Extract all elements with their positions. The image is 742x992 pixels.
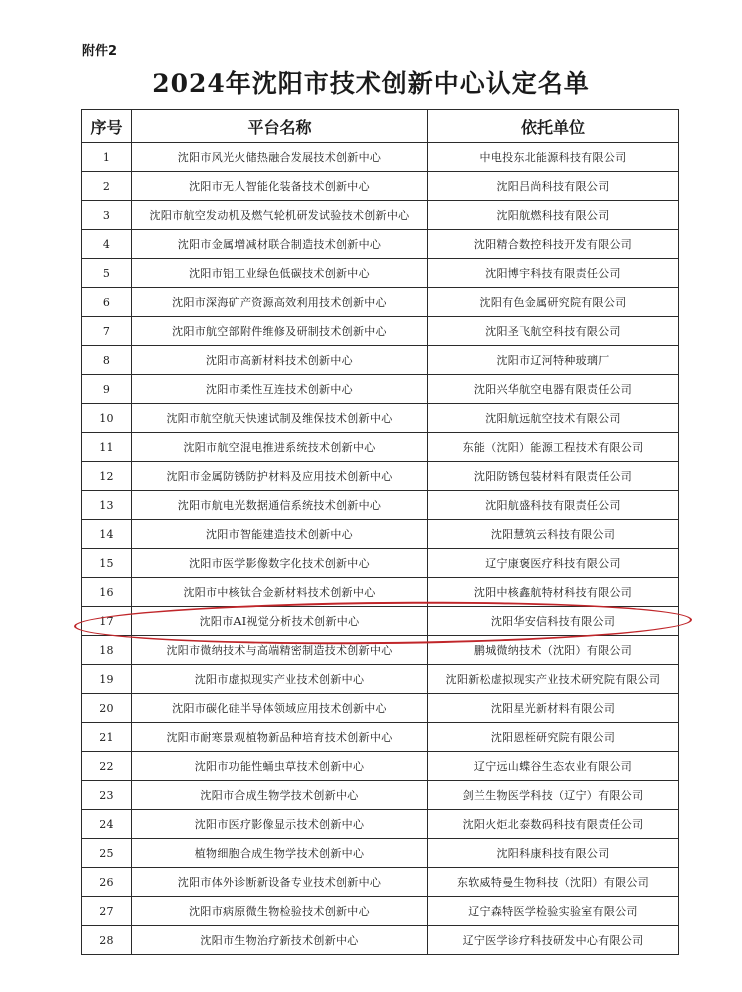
table-row (82, 752, 679, 781)
cell-host-unit: 东能（沈阳）能源工程技术有限公司 (428, 433, 679, 462)
cell-serial-number: 20 (82, 694, 132, 723)
cell-serial-number: 10 (82, 404, 132, 433)
cell-host-unit: 沈阳航盛科技有限责任公司 (428, 491, 679, 520)
cell-host-unit: 沈阳中核鑫航特材科技有限公司 (428, 578, 679, 607)
cell-host-unit: 东软威特曼生物科技（沈阳）有限公司 (428, 868, 679, 897)
cell-serial-number: 24 (82, 810, 132, 839)
table-row (82, 926, 679, 955)
cell-serial-number: 19 (82, 665, 132, 694)
cell-serial-number: 4 (82, 230, 132, 259)
cell-platform-name: 沈阳市金属增减材联合制造技术创新中心 (132, 230, 428, 259)
table-row (82, 172, 679, 201)
table-row (82, 404, 679, 433)
cell-serial-number: 28 (82, 926, 132, 955)
table-row (82, 607, 679, 636)
table-row (82, 520, 679, 549)
cell-host-unit: 辽宁森特医学检验实验室有限公司 (428, 897, 679, 926)
cell-host-unit: 沈阳慧筑云科技有限公司 (428, 520, 679, 549)
table-row (82, 578, 679, 607)
table-header-row (82, 110, 679, 143)
table-row (82, 491, 679, 520)
cell-platform-name: 沈阳市铝工业绿色低碳技术创新中心 (132, 259, 428, 288)
cell-platform-name: 植物细胞合成生物学技术创新中心 (132, 839, 428, 868)
cell-host-unit: 沈阳精合数控科技开发有限公司 (428, 230, 679, 259)
cell-platform-name: 沈阳市智能建造技术创新中心 (132, 520, 428, 549)
cell-platform-name: 沈阳市合成生物学技术创新中心 (132, 781, 428, 810)
table-body (82, 143, 679, 955)
cell-platform-name: 沈阳市航空混电推进系统技术创新中心 (132, 433, 428, 462)
cell-serial-number: 9 (82, 375, 132, 404)
cell-serial-number: 23 (82, 781, 132, 810)
cell-serial-number: 13 (82, 491, 132, 520)
cell-platform-name: 沈阳市医学影像数字化技术创新中心 (132, 549, 428, 578)
cell-serial-number: 2 (82, 172, 132, 201)
header-serial-number: 序号 (82, 110, 132, 143)
cell-host-unit: 剑兰生物医学科技（辽宁）有限公司 (428, 781, 679, 810)
document-title: 2024年沈阳市技术创新中心认定名单 (152, 69, 590, 98)
table-row (82, 636, 679, 665)
cell-host-unit: 沈阳科康科技有限公司 (428, 839, 679, 868)
cell-platform-name: 沈阳市功能性蛹虫草技术创新中心 (132, 752, 428, 781)
table-row (82, 839, 679, 868)
cell-host-unit: 沈阳航远航空技术有限公司 (428, 404, 679, 433)
cell-platform-name: 沈阳市航空航天快速试制及维保技术创新中心 (132, 404, 428, 433)
table-row (82, 230, 679, 259)
cell-serial-number: 8 (82, 346, 132, 375)
table-row (82, 810, 679, 839)
cell-serial-number: 27 (82, 897, 132, 926)
table-row (82, 694, 679, 723)
cell-serial-number: 21 (82, 723, 132, 752)
table-row (82, 868, 679, 897)
cell-platform-name: 沈阳市航空部附件维修及研制技术创新中心 (132, 317, 428, 346)
cell-serial-number: 1 (82, 143, 132, 172)
cell-platform-name: 沈阳市医疗影像显示技术创新中心 (132, 810, 428, 839)
cell-platform-name: 沈阳市航电光数据通信系统技术创新中心 (132, 491, 428, 520)
table-row (82, 317, 679, 346)
table-row (82, 549, 679, 578)
cell-platform-name: 沈阳市耐寒景观植物新品种培育技术创新中心 (132, 723, 428, 752)
cell-platform-name: 沈阳市体外诊断新设备专业技术创新中心 (132, 868, 428, 897)
header-host-unit: 依托单位 (428, 110, 679, 143)
table-row (82, 375, 679, 404)
cell-host-unit: 辽宁康褒医疗科技有限公司 (428, 549, 679, 578)
cell-platform-name: 沈阳市微纳技术与高端精密制造技术创新中心 (132, 636, 428, 665)
cell-serial-number: 7 (82, 317, 132, 346)
cell-serial-number: 25 (82, 839, 132, 868)
certification-table (81, 109, 679, 955)
header-platform-name: 平台名称 (132, 110, 428, 143)
cell-host-unit: 沈阳市辽河特种玻璃厂 (428, 346, 679, 375)
cell-serial-number: 22 (82, 752, 132, 781)
table-row (82, 781, 679, 810)
table-row (82, 723, 679, 752)
cell-host-unit: 沈阳有色金属研究院有限公司 (428, 288, 679, 317)
cell-host-unit: 沈阳圣飞航空科技有限公司 (428, 317, 679, 346)
cell-serial-number: 16 (82, 578, 132, 607)
cell-host-unit: 沈阳华安信科技有限公司 (428, 607, 679, 636)
table-row (82, 897, 679, 926)
table-row (82, 143, 679, 172)
cell-host-unit: 辽宁远山蝶谷生态农业有限公司 (428, 752, 679, 781)
cell-platform-name: 沈阳市生物治疗新技术创新中心 (132, 926, 428, 955)
table-row (82, 201, 679, 230)
cell-platform-name: 沈阳市金属防锈防护材料及应用技术创新中心 (132, 462, 428, 491)
cell-platform-name: 沈阳市碳化硅半导体领域应用技术创新中心 (132, 694, 428, 723)
cell-platform-name: 沈阳市深海矿产资源高效利用技术创新中心 (132, 288, 428, 317)
cell-host-unit: 沈阳博宇科技有限责任公司 (428, 259, 679, 288)
table-row (82, 346, 679, 375)
cell-host-unit: 沈阳吕尚科技有限公司 (428, 172, 679, 201)
cell-host-unit: 沈阳火炬北泰数码科技有限责任公司 (428, 810, 679, 839)
cell-platform-name: 沈阳市高新材料技术创新中心 (132, 346, 428, 375)
cell-platform-name: 沈阳市虚拟现实产业技术创新中心 (132, 665, 428, 694)
attachment-label: 附件2 (82, 44, 118, 59)
cell-serial-number: 11 (82, 433, 132, 462)
table-row (82, 462, 679, 491)
cell-serial-number: 12 (82, 462, 132, 491)
cell-host-unit: 沈阳星光新材料有限公司 (428, 694, 679, 723)
cell-host-unit: 沈阳恩桎研究院有限公司 (428, 723, 679, 752)
cell-serial-number: 26 (82, 868, 132, 897)
table-row (82, 288, 679, 317)
cell-host-unit: 鹏城微纳技术（沈阳）有限公司 (428, 636, 679, 665)
cell-serial-number: 14 (82, 520, 132, 549)
cell-host-unit: 沈阳兴华航空电器有限责任公司 (428, 375, 679, 404)
cell-platform-name: 沈阳市航空发动机及燃气轮机研发试验技术创新中心 (132, 201, 428, 230)
cell-platform-name: 沈阳市风光火储热融合发展技术创新中心 (132, 143, 428, 172)
cell-platform-name: 沈阳市病原微生物检验技术创新中心 (132, 897, 428, 926)
table-row (82, 665, 679, 694)
cell-platform-name: 沈阳市中核钛合金新材料技术创新中心 (132, 578, 428, 607)
cell-serial-number: 5 (82, 259, 132, 288)
cell-serial-number: 15 (82, 549, 132, 578)
cell-host-unit: 辽宁医学诊疗科技研发中心有限公司 (428, 926, 679, 955)
cell-platform-name: 沈阳市AI视觉分析技术创新中心 (132, 607, 428, 636)
cell-platform-name: 沈阳市无人智能化装备技术创新中心 (132, 172, 428, 201)
cell-host-unit: 沈阳新松虚拟现实产业技术研究院有限公司 (428, 665, 679, 694)
cell-serial-number: 18 (82, 636, 132, 665)
cell-host-unit: 沈阳防锈包装材料有限责任公司 (428, 462, 679, 491)
cell-serial-number: 3 (82, 201, 132, 230)
cell-platform-name: 沈阳市柔性互连技术创新中心 (132, 375, 428, 404)
cell-serial-number: 6 (82, 288, 132, 317)
cell-serial-number: 17 (82, 607, 132, 636)
cell-host-unit: 沈阳航燃科技有限公司 (428, 201, 679, 230)
table-row (82, 433, 679, 462)
table-row (82, 259, 679, 288)
cell-host-unit: 中电投东北能源科技有限公司 (428, 143, 679, 172)
